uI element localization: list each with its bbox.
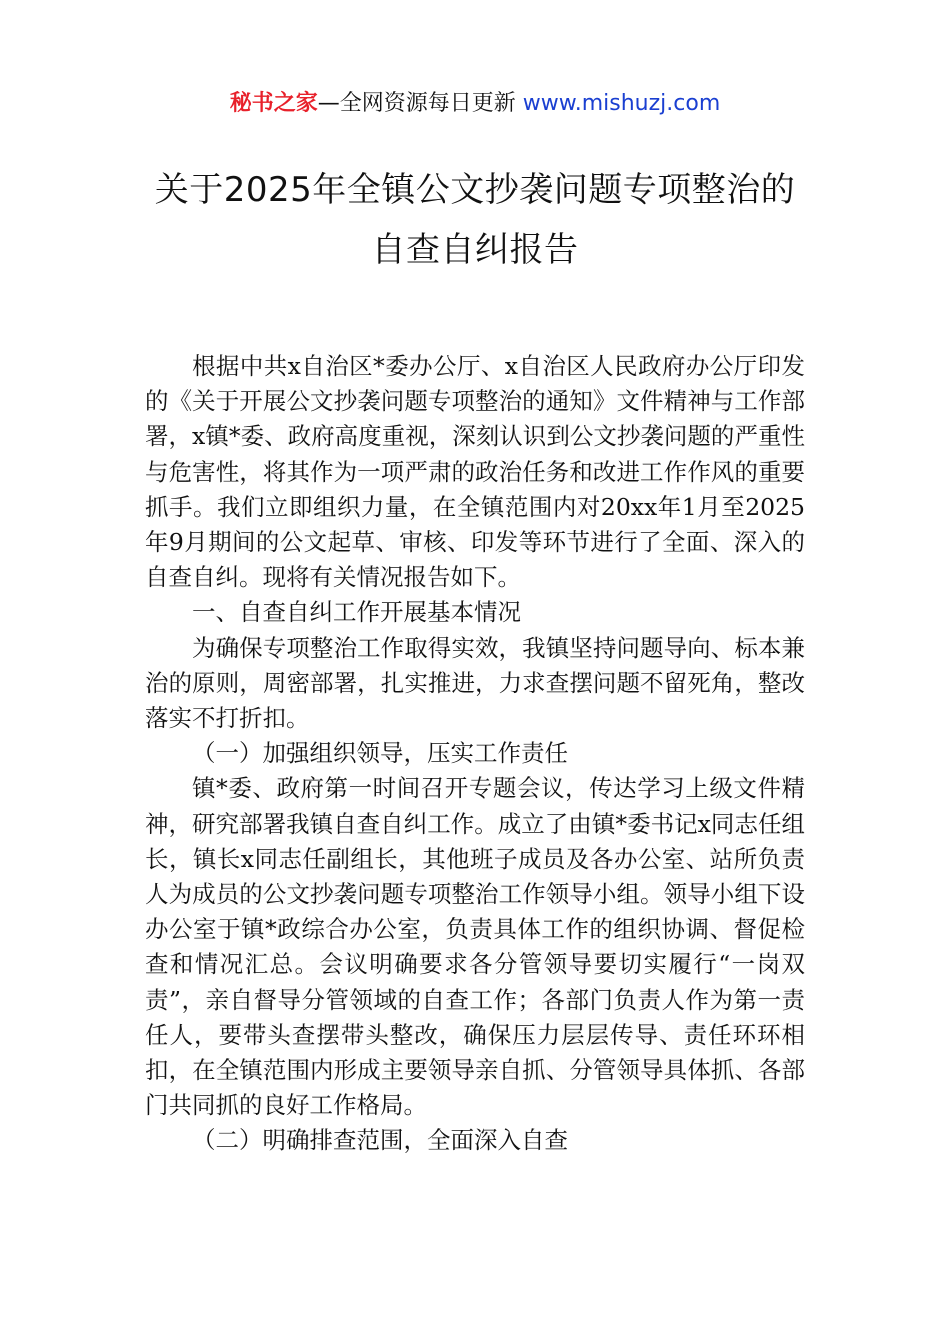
title-line-2: 自查自纠报告 <box>371 230 579 270</box>
site-link[interactable]: www.mishuzj.com <box>522 91 721 116</box>
brand-name: 秘书之家 <box>229 91 318 116</box>
subsection-1-paragraph: 镇*委、政府第一时间召开专题会议，传达学习上级文件精神，研究部署我镇自查自纠工作。成立了由镇*委书记x同志任组长，镇长x同志任副组长，其他班子成员及各办公室、站所负责人为成员的公文抄袭问题专项整治工作领导小组。领导小组下设办公室于镇*政综合办公室，负责具体工作的组织协调、督促检查和情况汇总。会议明确要求各分管领导要切实履行“一岗双责”，亲自督导分管领域的自查工作；各部门负责人作为第一责任人，要带头查摆带头整改，确保压力层层传导、责任环环相扣，在全镇范围内形成主要领导亲自抓、分管领导具体抓、各部门共同抓的良好工作格局。 <box>145 774 805 1120</box>
document-title <box>100 160 850 280</box>
section-1-paragraph: 为确保专项整治工作取得实效，我镇坚持问题导向、标本兼治的原则，周密部署，扎实推进，力求查摆问题不留死角，整改落实不打折扣。 <box>145 633 805 733</box>
title-line-1: 关于2025年全镇公文抄袭问题专项整治的 <box>154 170 796 210</box>
site-header <box>0 88 950 120</box>
intro-paragraph: 根据中共x自治区*委办公厅、x自治区人民政府办公厅印发的《关于开展公文抄袭问题专项整治的通知》文件精神与工作部署，x镇*委、政府高度重视，深刻认识到公文抄袭问题的严重性与危害性，将其作为一项严肃的政治任务和改进工作作风的重要抓手。我们立即组织力量，在全镇范围内对20xx年1月至2025年9月期间的公文起草、审核、印发等环节进行了全面、深入的自查自纠。现将有关情况报告如下。 <box>145 352 805 592</box>
document-body <box>145 349 805 1159</box>
section-1-heading: 一、自查自纠工作开展基本情况 <box>192 598 521 627</box>
header-tagline: —全网资源每日更新 <box>317 91 523 116</box>
subsection-2-heading: （二）明确排查范围，全面深入自查 <box>192 1126 568 1155</box>
subsection-1-heading: （一）加强组织领导，压实工作责任 <box>192 739 568 768</box>
